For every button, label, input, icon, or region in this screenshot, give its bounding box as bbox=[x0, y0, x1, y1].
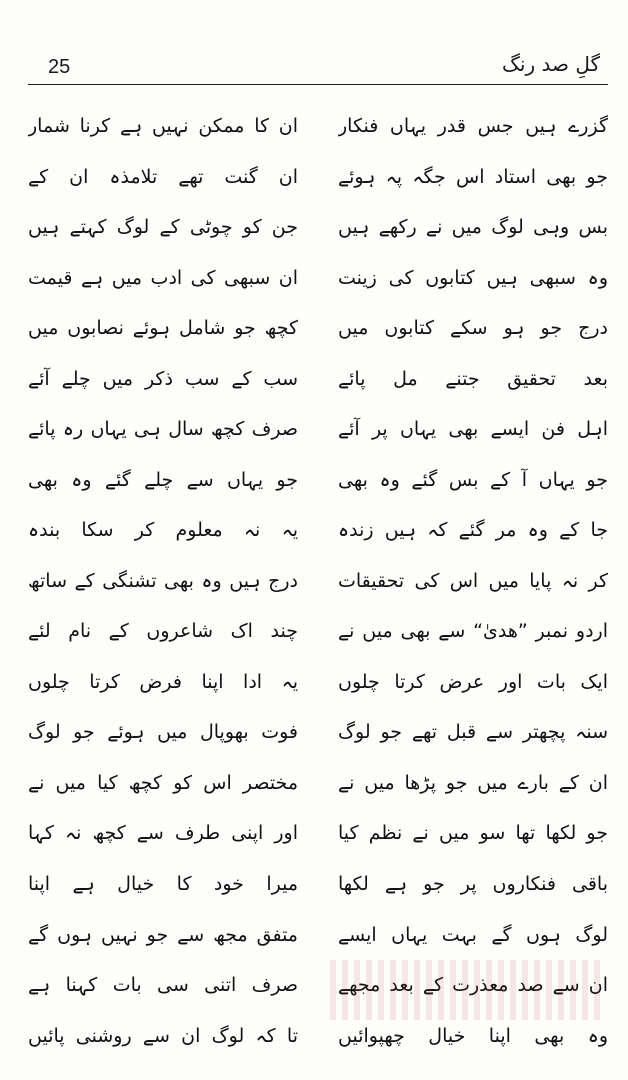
verse-line: درج جو ہو سکے کتابوں میں bbox=[338, 317, 608, 340]
verse-line: بس وہی لوگ میں نے رکھے ہیں bbox=[338, 216, 608, 239]
verse-line: سب کے سب ذکر میں چلے آئے bbox=[28, 367, 298, 390]
book-title: گلِ صد رنگ bbox=[502, 52, 600, 76]
verse-line: باقی فنکاروں پر جو ہے لکھا bbox=[338, 872, 608, 895]
poem-columns bbox=[28, 100, 608, 1060]
header-rule bbox=[28, 84, 608, 85]
verse-line: جو لکھا تھا سو میں نے نظم کیا bbox=[338, 822, 608, 845]
verse-line: تا کہ لوگ ان سے روشنی پائیں bbox=[28, 1024, 298, 1047]
verse-line: صرف اتنی سی بات کہنا ہے bbox=[28, 974, 298, 997]
page-number: 25 bbox=[48, 56, 71, 78]
verse-line: سنہ پچھتر سے قبل تھے جو لوگ bbox=[338, 721, 608, 744]
verse-line: کچھ جو شامل ہوئے نصابوں میں bbox=[28, 317, 298, 340]
page-header bbox=[28, 52, 608, 90]
verse-line: ان کا ممکن نہیں ہے کرنا شمار bbox=[28, 115, 298, 137]
verse-line: یہ ادا اپنا فرض کرتا چلوں bbox=[28, 670, 298, 693]
left-column bbox=[28, 100, 298, 1060]
verse-line: جو بھی استاد اس جگہ پہ ہوئے bbox=[338, 165, 608, 188]
verse-line: ان سے صد معذرت کے بعد مجھے bbox=[338, 974, 608, 997]
verse-line: ان کے بارے میں جو پڑھا میں نے bbox=[338, 771, 608, 794]
verse-line: متفق مجھ سے جو نہیں ہوں گے bbox=[28, 923, 298, 946]
right-column bbox=[338, 100, 608, 1060]
verse-line: وہ بھی اپنا خیال چھپوائیں bbox=[338, 1024, 608, 1047]
verse-line: کر نہ پایا میں اس کی تحقیقات bbox=[338, 569, 608, 592]
verse-line: اہل فن ایسے بھی یہاں پر آئے bbox=[338, 418, 608, 441]
verse-line: لوگ ہوں گے بہت یہاں ایسے bbox=[338, 923, 608, 946]
verse-line: اردو نمبر ”ھدیٰ“ سے بھی میں نے bbox=[338, 620, 608, 643]
verse-line: جو یہاں سے چلے گئے وہ بھی bbox=[28, 468, 298, 491]
verse-line: جا کے وہ مر گئے کہ ہیں زندہ bbox=[338, 519, 608, 542]
verse-line: ایک بات اور عرض کرتا چلوں bbox=[338, 670, 608, 693]
verse-line: صرف کچھ سال ہی یہاں رہ پائے bbox=[28, 418, 298, 441]
verse-line: ان گنت تھے تلامذہ ان کے bbox=[28, 165, 298, 188]
verse-line: اور اپنی طرف سے کچھ نہ کہا bbox=[28, 822, 298, 845]
verse-line: جو یہاں آ کے بس گئے وہ بھی bbox=[338, 468, 608, 491]
verse-line: فوت بھوپال میں ہوئے جو لوگ bbox=[28, 721, 298, 744]
verse-line: جن کو چوٹی کے لوگ کہتے ہیں bbox=[28, 216, 298, 239]
verse-line: میرا خود کا خیال ہے اپنا bbox=[28, 872, 298, 895]
verse-line: بعد تحقیق جتنے مل پائے bbox=[338, 367, 608, 390]
verse-line: یہ نہ معلوم کر سکا بندہ bbox=[28, 519, 298, 542]
verse-line: گزرے ہیں جس قدر یہاں فنکار bbox=[338, 115, 608, 137]
verse-line: وہ سبھی ہیں کتابوں کی زینت bbox=[338, 266, 608, 289]
verse-line: مختصر اس کو کچھ کیا میں نے bbox=[28, 771, 298, 794]
verse-line: چند اک شاعروں کے نام لئے bbox=[28, 620, 298, 643]
verse-line: درج ہیں وہ بھی تشنگی کے ساتھ bbox=[28, 569, 298, 592]
verse-line: ان سبھی کی ادب میں ہے قیمت bbox=[28, 266, 298, 289]
